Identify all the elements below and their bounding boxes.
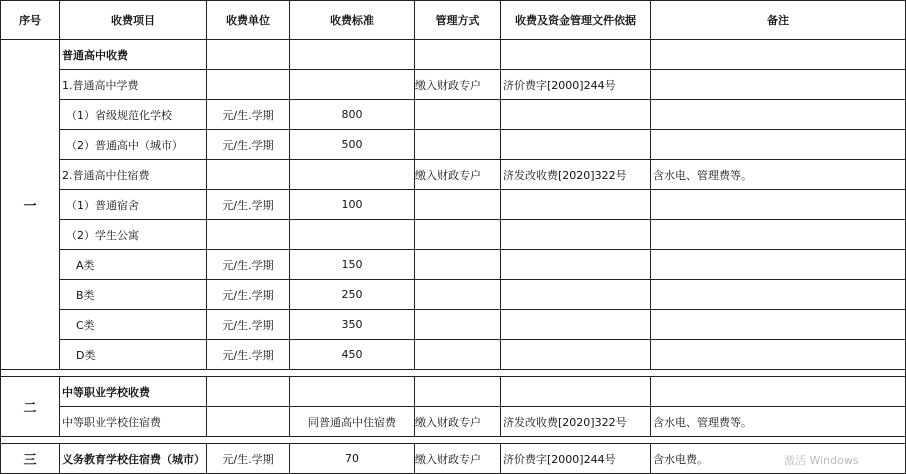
cell-unit: 元/生.学期 [207, 444, 290, 474]
cell-unit [207, 160, 290, 190]
table-row [1, 340, 906, 370]
cell-mgmt [415, 280, 501, 310]
header-seq: 序号 [1, 1, 60, 40]
cell-unit: 元/生.学期 [207, 250, 290, 280]
cell-unit [207, 70, 290, 100]
table-row [1, 280, 906, 310]
cell-standard [290, 220, 415, 250]
cell-unit [207, 220, 290, 250]
cell-note [651, 70, 906, 100]
cell-standard [290, 160, 415, 190]
section-seq-1: 一 [1, 40, 60, 370]
table-row [1, 130, 906, 160]
cell-basis [501, 310, 651, 340]
header-note: 备注 [651, 1, 906, 40]
cell-standard: 70 [290, 444, 415, 474]
table-row [1, 100, 906, 130]
table-row [1, 444, 906, 474]
cell-note: 含水电、管理费等。 [651, 407, 906, 437]
section-title-2: 中等职业学校收费 [60, 377, 207, 407]
cell-item: D类 [60, 340, 207, 370]
cell-item: （2）学生公寓 [60, 220, 207, 250]
cell-item: C类 [60, 310, 207, 340]
cell-mgmt [415, 190, 501, 220]
cell-basis [501, 130, 651, 160]
table-row [1, 220, 906, 250]
table-row [1, 190, 906, 220]
cell-item: 中等职业学校住宿费 [60, 407, 207, 437]
cell-note [651, 130, 906, 160]
cell-item: （2）普通高中（城市） [60, 130, 207, 160]
spacer-row [1, 437, 906, 444]
table-row [1, 310, 906, 340]
cell-mgmt: 缴入财政专户 [415, 70, 501, 100]
cell-basis [501, 100, 651, 130]
cell-basis [501, 280, 651, 310]
cell-basis [501, 190, 651, 220]
header-standard: 收费标准 [290, 1, 415, 40]
section-seq-3: 三 [1, 444, 60, 474]
cell-unit: 元/生.学期 [207, 190, 290, 220]
table-row [1, 70, 906, 100]
cell-mgmt [415, 130, 501, 160]
cell-unit: 元/生.学期 [207, 280, 290, 310]
cell-standard: 500 [290, 130, 415, 160]
cell-standard: 150 [290, 250, 415, 280]
header-row [1, 1, 906, 40]
cell-item: A类 [60, 250, 207, 280]
cell-basis: 济价费字[2000]244号 [501, 444, 651, 474]
cell-unit: 元/生.学期 [207, 100, 290, 130]
section-row [1, 377, 906, 407]
cell-basis: 济发改收费[2020]322号 [501, 160, 651, 190]
cell-standard: 450 [290, 340, 415, 370]
cell-note [651, 220, 906, 250]
cell-item: （1）普通宿舍 [60, 190, 207, 220]
cell-item: （1）省级规范化学校 [60, 100, 207, 130]
cell-note [651, 340, 906, 370]
cell-unit: 元/生.学期 [207, 310, 290, 340]
header-item: 收费项目 [60, 1, 207, 40]
cell-mgmt: 缴入财政专户 [415, 444, 501, 474]
cell-mgmt [415, 250, 501, 280]
cell-standard [290, 70, 415, 100]
section-title-1: 普通高中收费 [60, 40, 207, 70]
cell-mgmt [415, 100, 501, 130]
cell-standard: 同普通高中住宿费 [290, 407, 415, 437]
spacer-row [1, 370, 906, 377]
cell-unit: 元/生.学期 [207, 130, 290, 160]
header-management: 管理方式 [415, 1, 501, 40]
cell-item: 1.普通高中学费 [60, 70, 207, 100]
cell-mgmt: 缴入财政专户 [415, 160, 501, 190]
cell-item: 义务教育学校住宿费（城市） [60, 444, 207, 474]
cell-unit: 元/生.学期 [207, 340, 290, 370]
cell-note [651, 190, 906, 220]
cell-note [651, 100, 906, 130]
cell-note: 含水电、管理费等。 [651, 160, 906, 190]
cell-standard: 250 [290, 280, 415, 310]
cell-mgmt: 缴入财政专户 [415, 407, 501, 437]
cell-note: 含水电费。 [651, 444, 906, 474]
cell-mgmt [415, 340, 501, 370]
cell-note [651, 310, 906, 340]
windows-activation-watermark: 激活 Windows [784, 454, 859, 467]
cell-basis [501, 340, 651, 370]
cell-unit [207, 407, 290, 437]
table-row [1, 407, 906, 437]
section-row [1, 40, 906, 70]
table-row [1, 250, 906, 280]
cell-basis: 济发改收费[2020]322号 [501, 407, 651, 437]
cell-standard: 100 [290, 190, 415, 220]
cell-mgmt [415, 220, 501, 250]
cell-item: B类 [60, 280, 207, 310]
section-seq-2: 二 [1, 377, 60, 437]
cell-basis [501, 250, 651, 280]
cell-basis: 济价费字[2000]244号 [501, 70, 651, 100]
header-basis: 收费及资金管理文件依据 [501, 1, 651, 40]
cell-basis [501, 220, 651, 250]
cell-standard: 800 [290, 100, 415, 130]
cell-mgmt [415, 310, 501, 340]
header-unit: 收费单位 [207, 1, 290, 40]
cell-note [651, 280, 906, 310]
cell-item: 2.普通高中住宿费 [60, 160, 207, 190]
table-row [1, 160, 906, 190]
cell-standard: 350 [290, 310, 415, 340]
cell-note [651, 250, 906, 280]
